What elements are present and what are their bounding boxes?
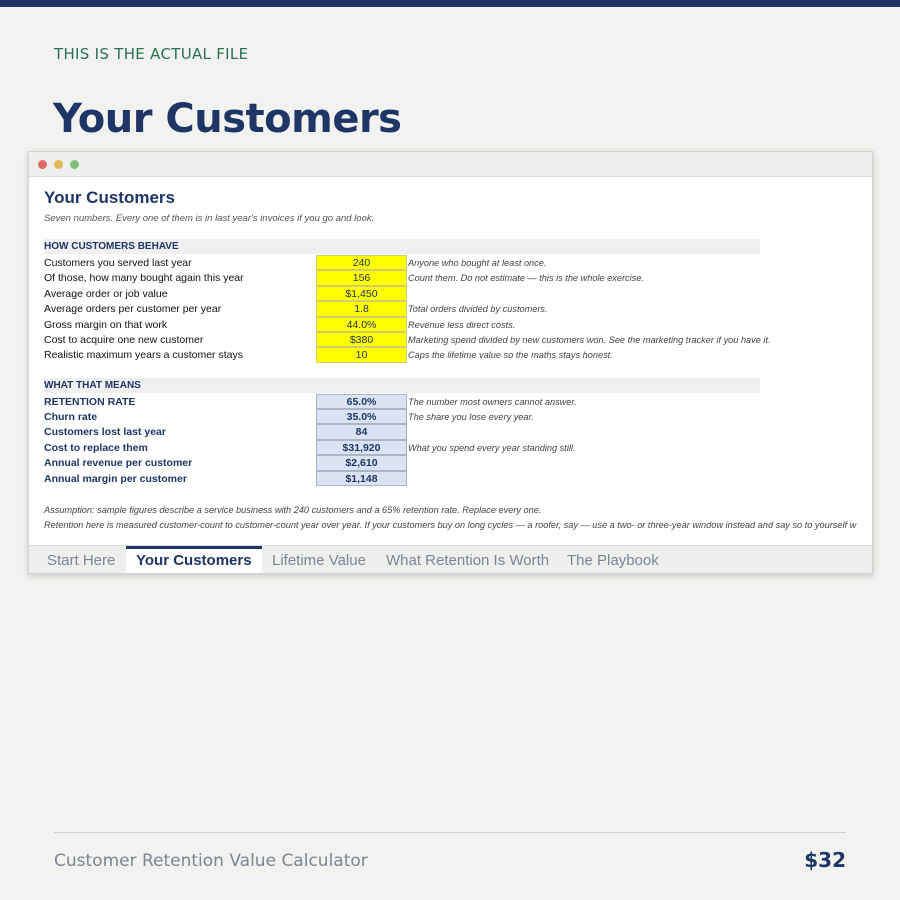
row-label: Gross margin on that work — [44, 318, 168, 331]
input-cell-max-years[interactable]: 10 — [316, 347, 407, 362]
row-note: Caps the lifetime value so the maths stays honest. — [408, 350, 613, 361]
product-price: $32 — [804, 848, 846, 872]
section-header-behave — [44, 239, 760, 254]
sheet-tab-bar — [29, 545, 872, 574]
input-row — [44, 317, 864, 332]
input-cell-repeat-buyers[interactable]: 156 — [316, 270, 407, 285]
eyebrow-label: THIS IS THE ACTUAL FILE — [54, 45, 249, 63]
window-titlebar — [29, 152, 872, 177]
row-note: Marketing spend divided by new customers won. See the marketing tracker if you have it. — [408, 335, 771, 345]
input-cell-order-value[interactable]: $1,450 — [316, 286, 407, 301]
row-label: Average order or job value — [44, 287, 168, 300]
input-cell-gross-margin[interactable]: 44.0% — [316, 317, 407, 332]
spreadsheet-window — [28, 151, 873, 574]
output-row — [44, 409, 864, 424]
row-note: What you spend every year standing still. — [408, 442, 576, 453]
input-row — [44, 301, 864, 316]
row-note: Total orders divided by customers. — [408, 304, 548, 315]
output-cell-annual-margin[interactable]: $1,148 — [316, 471, 407, 486]
input-cell-orders-per-customer[interactable]: 1.8 — [316, 301, 407, 316]
top-accent-bar — [0, 0, 900, 7]
output-cell-customers-lost[interactable]: 84 — [316, 424, 407, 439]
section-label: HOW CUSTOMERS BEHAVE — [44, 241, 179, 252]
output-row — [44, 424, 864, 439]
row-label: Churn rate — [44, 411, 98, 423]
section-label: WHAT THAT MEANS — [44, 380, 141, 391]
output-row — [44, 394, 864, 409]
row-label: Cost to replace them — [44, 441, 148, 454]
row-label: Cost to acquire one new customer — [44, 334, 204, 346]
row-note: Anyone who bought at least once. — [408, 258, 547, 268]
output-cell-replacement-cost[interactable]: $31,920 — [316, 440, 407, 455]
tab-your-customers[interactable]: Your Customers — [126, 546, 262, 574]
row-label: Realistic maximum years a customer stays — [44, 349, 243, 362]
output-row — [44, 455, 864, 470]
row-note: The number most owners cannot answer. — [408, 396, 577, 407]
close-window-icon[interactable] — [38, 160, 47, 169]
input-row — [44, 347, 864, 362]
input-cell-acquisition-cost[interactable]: $380 — [316, 332, 407, 347]
input-cell-customers-served[interactable]: 240 — [316, 255, 407, 270]
row-label: Customers lost last year — [44, 426, 166, 439]
row-note: The share you lose every year. — [408, 412, 534, 422]
product-name: Customer Retention Value Calculator — [54, 851, 368, 871]
section-header-means — [44, 378, 760, 393]
row-label: Customers you served last year — [44, 257, 192, 269]
footer-divider — [54, 832, 846, 833]
output-cell-retention-rate[interactable]: 65.0% — [316, 394, 407, 409]
tab-lifetime-value[interactable]: Lifetime Value — [272, 552, 366, 569]
output-row — [44, 471, 864, 486]
hero-title: Your Customers — [53, 96, 402, 142]
input-row — [44, 270, 864, 285]
row-note: Count them. Do not estimate — this is the whole exercise. — [408, 273, 644, 284]
output-row — [44, 440, 864, 455]
row-label: Annual revenue per customer — [44, 457, 193, 470]
assumption-note: Assumption: sample figures describe a service business with 240 customers and a 65% retention rate. Replace every one. — [44, 505, 542, 515]
sheet-body — [29, 178, 872, 545]
row-note: Revenue less direct costs. — [408, 319, 516, 330]
row-label: Average orders per customer per year — [44, 303, 222, 316]
row-label: Annual margin per customer — [44, 472, 187, 485]
input-row — [44, 286, 864, 301]
sheet-subtitle: Seven numbers. Every one of them is in last year's invoices if you go and look. — [44, 213, 375, 224]
row-label: RETENTION RATE — [44, 395, 136, 408]
input-row — [44, 332, 864, 347]
row-label: Of those, how many bought again this year — [44, 272, 244, 285]
maximize-window-icon[interactable] — [70, 160, 79, 169]
output-cell-churn-rate[interactable]: 35.0% — [316, 409, 407, 424]
tab-start-here[interactable]: Start Here — [47, 552, 116, 569]
output-cell-annual-revenue[interactable]: $2,610 — [316, 455, 407, 470]
sheet-title: Your Customers — [44, 188, 175, 207]
tab-the-playbook[interactable]: The Playbook — [567, 552, 659, 569]
retention-definition-note: Retention here is measured customer-count to customer-count year over year. If your customers buy on long cycles — a roofer, say — use a two- or three-year window instead and say so to yourself w — [44, 520, 857, 530]
input-row — [44, 255, 864, 270]
minimize-window-icon[interactable] — [54, 160, 63, 169]
tab-what-retention-is-worth[interactable]: What Retention Is Worth — [386, 552, 550, 569]
